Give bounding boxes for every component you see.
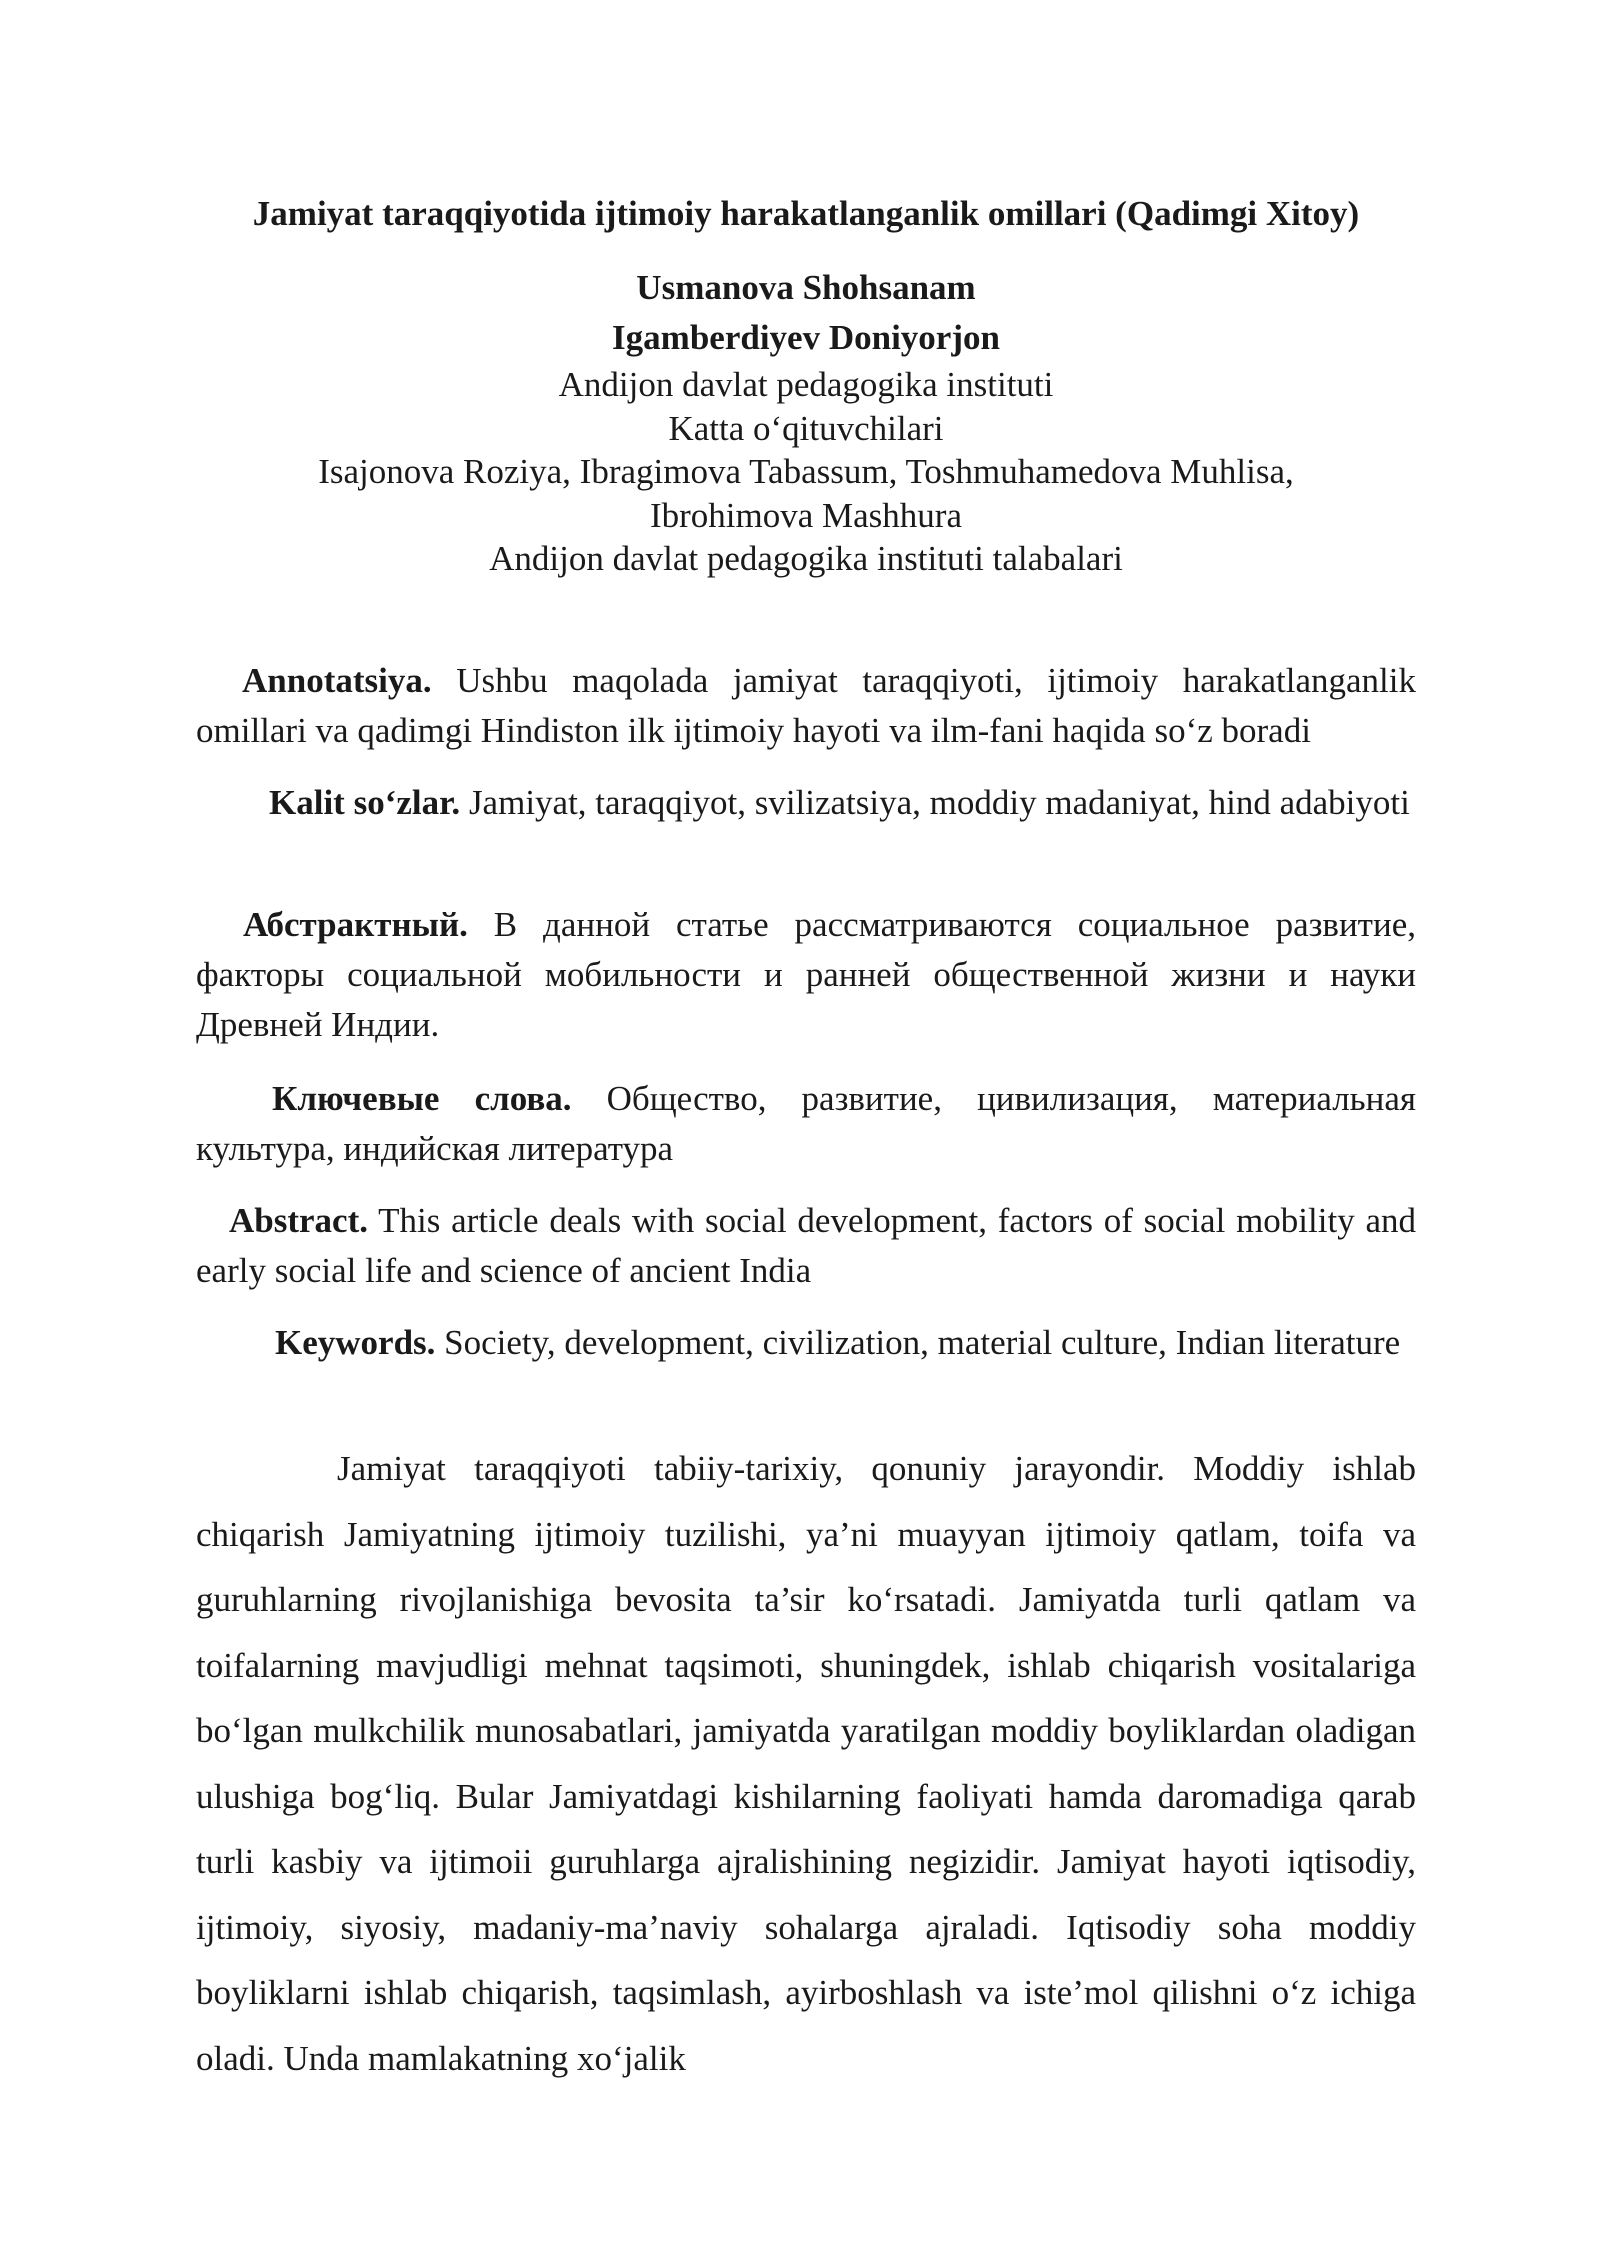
author-name: Usmanova Shohsanam (636, 268, 976, 307)
affiliation-line: Isajonova Roziya, Ibragimova Tabassum, Toshmuhamedova Muhlisa, (318, 452, 1294, 491)
annotatsiya-label: Annotatsiya. (242, 661, 432, 700)
abstract-ru-text: В данной статье рассматриваются социальное развитие, факторы социальной мобильности и ранней общественной жизни и науки Древней Индии. (196, 905, 1416, 1044)
affiliation-line: Katta o‘qituvchilari (668, 408, 944, 448)
abstract-en-text: This article deals with social development, factors of social mobility and early social life and science of ancient India (196, 1201, 1416, 1290)
abstract-ru-label: Абстрактный. (243, 905, 468, 944)
abstract-ru-paragraph (196, 900, 1416, 1050)
kalit-sozlar-paragraph (196, 778, 1416, 828)
keywords-en-text: Society, development, civilization, material culture, Indian literature (435, 1323, 1401, 1362)
author-name: Igamberdiyev Doniyorjon (612, 318, 1000, 357)
affiliation-line: Ibrohimova Mashhura (649, 495, 962, 535)
kalit-sozlar-label: Kalit so‘zlar. (269, 783, 461, 822)
annotatsiya-paragraph (196, 656, 1416, 756)
abstract-en-label: Abstract. (229, 1201, 368, 1240)
keywords-ru-paragraph (196, 1074, 1416, 1174)
keywords-en-paragraph (196, 1318, 1416, 1368)
paper-title: Jamiyat taraqqiyotida ijtimoiy harakatlanganlik omillari (Qadimgi Xitoy) (252, 194, 1360, 233)
keywords-ru-text: Общество, развитие, цивилизация, материальная культура, индийская литература (196, 1079, 1416, 1168)
body-paragraph: Jamiyat taraqqiyoti tabiiy-tarixiy, qonuniy jarayondir. Moddiy ishlab chiqarish Jamiyatning ijtimoiy tuzilishi, ya’ni muayyan ijtimoiy qatlam, toifa va guruhlarning rivojlanishiga bevosita ta’sir ko‘rsatadi. Jamiyatda turli qatlam va toifalarning mavjudligi mehnat taqsimoti, shuningdek, ishlab chiqarish vositalariga bo‘lgan mulkchilik munosabatlari, jamiyatda yaratilgan moddiy boyliklardan oladigan ulushiga bog‘liq. Bular Jamiyatdagi kishilarning faoliyati hamda daromadiga qarab turli kasbiy va ijtimoii guruhlarga ajralishining negizidir. Jamiyat hayoti iqtisodiy, ijtimoiy, siyosiy, madaniy-ma’naviy sohalarga ajraladi. Iqtisodiy soha moddiy boyliklarni ishlab chiqarish, taqsimlash, ayirboshlash va iste’mol qilishni o‘z ichiga oladi. Unda mamlakatning xo‘jalik (196, 1449, 1416, 2078)
abstract-en-paragraph (196, 1196, 1416, 1296)
kalit-sozlar-text: Jamiyat, taraqqiyot, svilizatsiya, moddiy madaniyat, hind adabiyoti (460, 783, 1410, 822)
annotatsiya-text: Ushbu maqolada jamiyat taraqqiyoti, ijtimoiy harakatlanganlik omillari va qadimgi Hindiston ilk ijtimoiy hayoti va ilm-fani haqida so‘z boradi (196, 661, 1416, 750)
author-block (196, 263, 1416, 581)
affiliation-line: Andijon davlat pedagogika instituti talabalari (489, 539, 1123, 578)
keywords-en-label: Keywords. (275, 1323, 436, 1362)
affiliation-line: Andijon davlat pedagogika instituti (558, 365, 1054, 404)
keywords-ru-label: Ключевые слова. (272, 1079, 572, 1118)
